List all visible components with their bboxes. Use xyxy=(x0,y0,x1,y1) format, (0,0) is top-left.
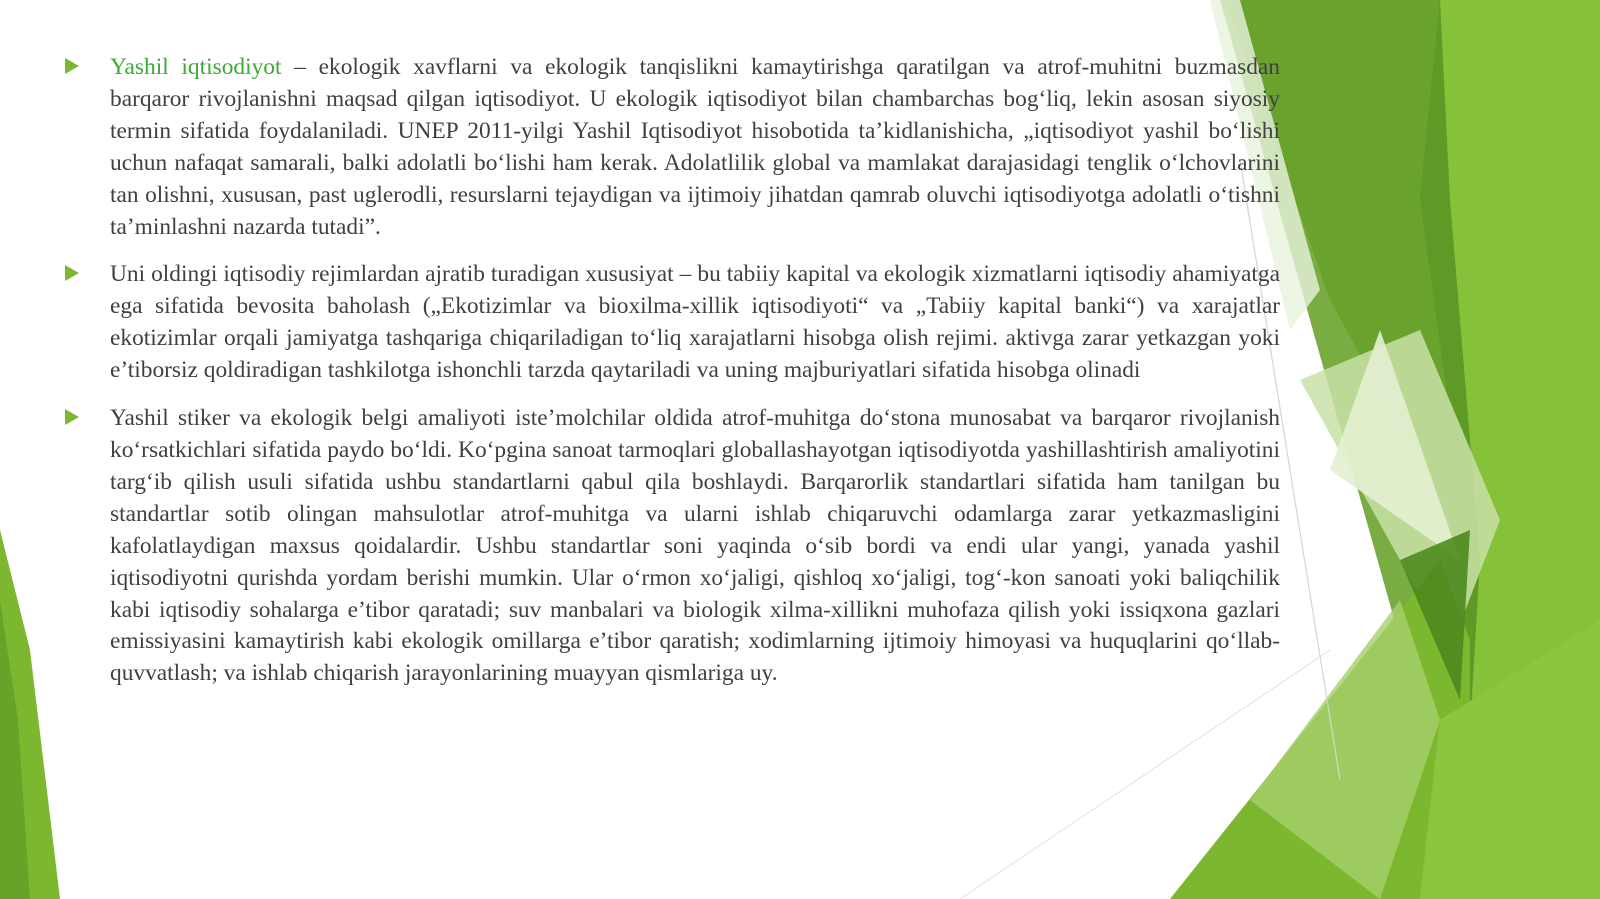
paragraph-text: Yashil stiker va ekologik belgi amaliyoti iste’molchilar oldida atrof-muhitga do‘stona munosabat va barqaror rivojlanish ko‘rsatkichlari sifatida paydo bo‘ldi. Ko‘pgina sanoat tarmoqlari globallashayotgan iqtisodiyotda yashillashtirish amaliyotini targ‘ib qilish usuli sifatida ushbu standartlarni qabul qila boshlaydi. Barqarorlik standartlari sifatida ham tanilgan bu standartlar sotib olingan mahsulotlar atrof-muhitga va ularni ishlab chiqaruvchi odamlarga zarar yetkazmasligini kafolatlaydigan maxsus qoidalardir. Ushbu standartlar soni yaqinda o‘sib bordi va endi ular yangi, yanada yashil iqtisodiyotni qurishda yordam berishi mumkin. Ular o‘rmon xo‘jaligi, qishloq xo‘jaligi, tog‘-kon sanoati yoki baliqchilik kabi iqtisodiy sohalarga e’tibor qaratadi; suv manbalari va biologik xilma-xillikni muhofaza qilish yoki issiqxona gazlari emissiyasini kamaytirish kabi ekologik omillarga e’tibor qaratish; xodimlarning ijtimoiy himoyasi va huquqlarini qo‘llab-quvvatlash; va ishlab chiqarish jarayonlarining muayyan qismlariga uy. xyxy=(110,405,1280,687)
paragraph-3 xyxy=(110,403,1280,690)
bullet-item xyxy=(64,259,1280,387)
triangle-bullet-icon xyxy=(64,408,80,426)
paragraph-text: Uni oldingi iqtisodiy rejimlardan ajratib turadigan xususiyat – bu tabiiy kapital va ekologik xizmatlarni iqtisodiy ahamiyatga ega sifatida bevosita baholash („Ekotizimlar va bioxilma-xillik iqtisodiyoti“ va „Tabiiy kapital banki“) va xarajatlar ekotizimlar orqali jamiyatga tashqariga chiqariladigan to‘liq xarajatlarni hisobga olish rejimi. aktivga zarar yetkazgan yoki e’tiborsiz qoldiradigan tashkilotga ishonchli tarzda qaytariladi va uning majburiyatlari sifatida hisobga olinadi xyxy=(110,261,1280,384)
paragraph-2 xyxy=(110,259,1280,387)
bullet-item xyxy=(64,52,1280,243)
paragraph-text: – ekologik xavflarni va ekologik tanqislikni kamaytirishga qaratilgan va atrof-muhitni buzmasdan barqaror rivojlanishni maqsad qilgan iqtisodiyot. U ekologik iqtisodiyot bilan chambarchas bog‘liq, lekin asosan siyosiy termin sifatida foydalaniladi. UNEP 2011-yilgi Yashil Iqtisodiyot hisobotida ta’kidlanishicha, „iqtisodiyot yashil bo‘lishi uchun nafaqat samarali, balki adolatli bo‘lishi ham kerak. Adolatlilik global va mamlakat darajasidagi tenglik o‘lchovlarini tan olishni, xususan, past uglerodli, resurslarni tejaydigan va ijtimoiy jihatdan qamrab oluvchi iqtisodiyotga adolatli o‘tishni ta’minlashni nazarda tutadi”. xyxy=(110,54,1280,240)
triangle-bullet-icon xyxy=(64,264,80,282)
triangle-bullet-icon xyxy=(64,57,80,75)
term-highlight: Yashil iqtisodiyot xyxy=(110,54,282,80)
paragraph-1 xyxy=(110,52,1280,243)
slide-content xyxy=(64,52,1280,706)
bullet-item xyxy=(64,403,1280,690)
